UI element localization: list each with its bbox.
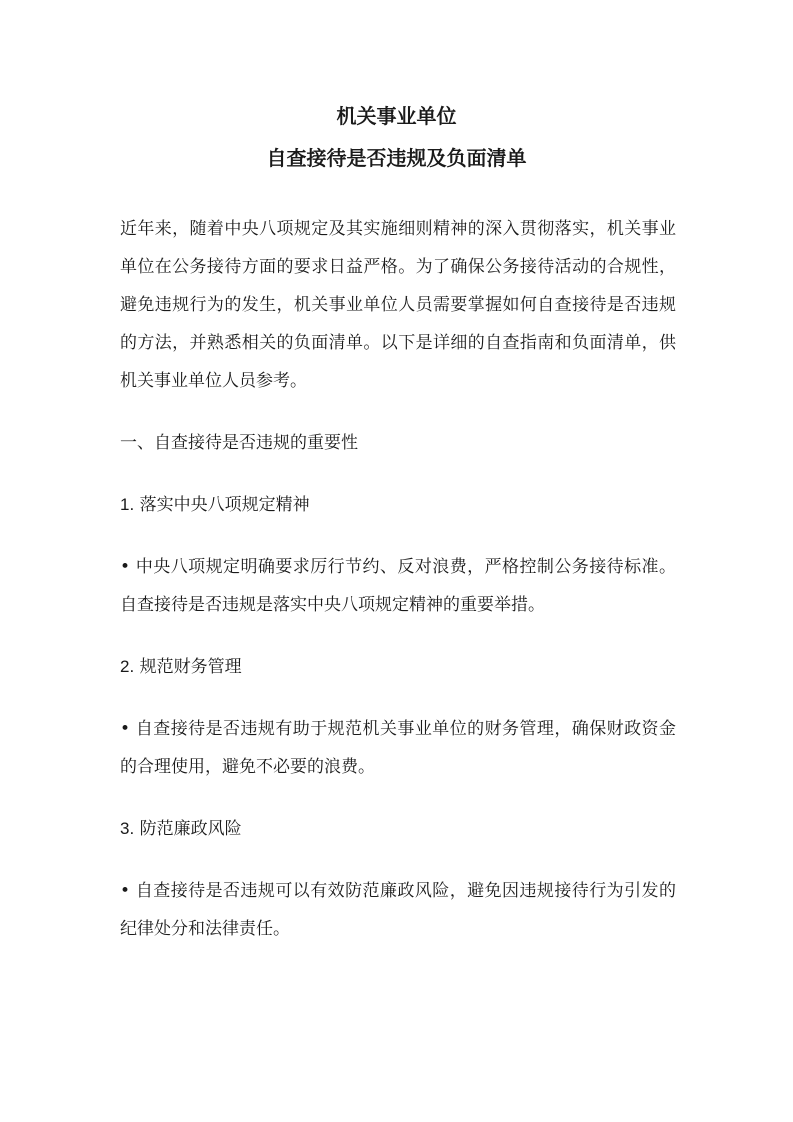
item-bullet-2: • 自查接待是否违规有助于规范机关事业单位的财务管理，确保财政资金的合理使用，避免不必要的浪费。: [120, 719, 676, 777]
section-heading: 一、自查接待是否违规的重要性: [120, 433, 358, 453]
item-heading-2: [120, 648, 676, 686]
item-bullet-1: • 中央八项规定明确要求厉行节约、反对浪费，严格控制公务接待标准。自查接待是否违规是落实中央八项规定精神的重要举措。: [120, 557, 676, 615]
document-title-line1: 机关事业单位: [336, 104, 457, 128]
item-number: 1.: [120, 495, 135, 514]
intro-paragraph: 近年来，随着中央八项规定及其实施细则精神的深入贯彻落实，机关事业单位在公务接待方面的要求日益严格。为了确保公务接待活动的合规性，避免违规行为的发生，机关事业单位人员需要掌握如何自查接待是否违规的方法，并熟悉相关的负面清单。以下是详细的自查指南和负面清单，供机关事业单位人员参考。: [120, 219, 676, 391]
item-heading-3: [120, 810, 676, 848]
item-heading-1: [120, 486, 676, 524]
document-title-line2: 自查接待是否违规及负面清单: [266, 146, 527, 170]
document-body: [120, 210, 676, 972]
item-number: 2.: [120, 657, 135, 676]
item-bullet-3: • 自查接待是否违规可以有效防范廉政风险，避免因违规接待行为引发的纪律处分和法律责任。: [120, 881, 676, 939]
item-heading-text: 落实中央八项规定精神: [139, 495, 310, 515]
item-number: 3.: [120, 819, 135, 838]
item-heading-text: 防范廉政风险: [139, 819, 242, 839]
item-heading-text: 规范财务管理: [139, 657, 242, 677]
